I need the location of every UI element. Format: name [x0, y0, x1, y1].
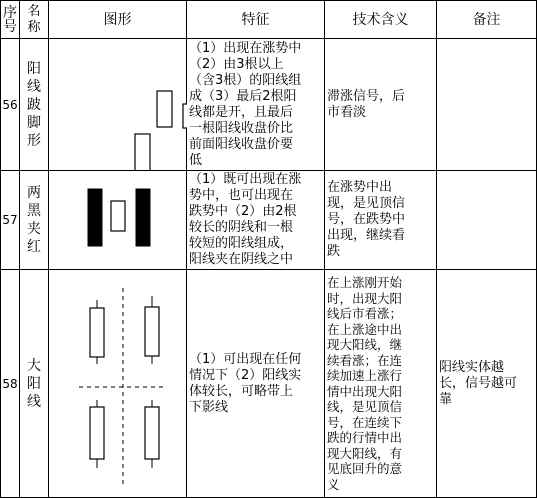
two-black-one-red-figure [49, 171, 187, 269]
header-row [1, 1, 537, 39]
white-candle [183, 104, 187, 128]
big-yang-candle-figure [49, 270, 187, 497]
header-feature: 特征 [187, 1, 325, 39]
row-index: 58 [1, 270, 20, 498]
white-candle [111, 201, 125, 231]
row-note [437, 39, 537, 171]
white-candle [135, 134, 150, 170]
header-meaning: 技术含义 [325, 1, 437, 39]
header-name: 名 称 [20, 1, 49, 39]
row-index: 57 [1, 171, 20, 270]
row-note: 阳线实体越 长，信号越可 靠 [437, 270, 537, 498]
limping-yang-candles-figure [49, 39, 187, 170]
white-candle [90, 308, 104, 357]
row-feature: （1）出现在涨势中 （2）由3根以上 （含3根）的阳线组 成（3）最后2根阳 线都是开，且最后 一根阳线收盘价比 前面阳线收盘价要 低 [187, 39, 325, 171]
white-candle [145, 307, 159, 356]
white-candle [157, 91, 172, 127]
row-feature: （1）既可出现在涨 势中，也可出现在 跌势中（2）由2根 较长的阴线和一根 较短的阳线组成， 阳线夹在阴线之中 [187, 171, 325, 270]
black-candle [88, 189, 102, 246]
row-name: 阳 线 跛 脚 形 [20, 39, 49, 171]
row-meaning: 在涨势中出 现，是见顶信 号，在跌势中 出现，继续看 跌 [325, 171, 437, 270]
row-index: 56 [1, 39, 20, 171]
pattern-figure-cell [49, 39, 187, 171]
white-candle [90, 407, 104, 459]
table-row [1, 171, 537, 270]
table-row [1, 270, 537, 498]
header-figure: 图形 [49, 1, 187, 39]
row-name: 大 阳 线 [20, 270, 49, 498]
row-meaning: 在上涨刚开始 时，出现大阳 线后市看涨； 在上涨途中出 现大阳线，继 续看涨；在连 续加速上涨行 情中出现大阳 线，是见顶信 号，在连续下 跌的行情中出 现大阳线，有 见底回升的意 义 [325, 270, 437, 498]
row-feature: （1）可出现在任何 情况下（2）阳线实 体较长，可略带上 下影线 [187, 270, 325, 498]
row-name: 两 黑 夹 红 [20, 171, 49, 270]
header-index: 序 号 [1, 1, 20, 39]
pattern-figure-cell [49, 171, 187, 270]
table-row [1, 39, 537, 171]
black-candle [136, 189, 150, 246]
row-note [437, 171, 537, 270]
header-note: 备注 [437, 1, 537, 39]
white-candle [145, 407, 159, 459]
pattern-figure-cell [49, 270, 187, 498]
row-meaning: 滞涨信号，后 市看淡 [325, 39, 437, 171]
